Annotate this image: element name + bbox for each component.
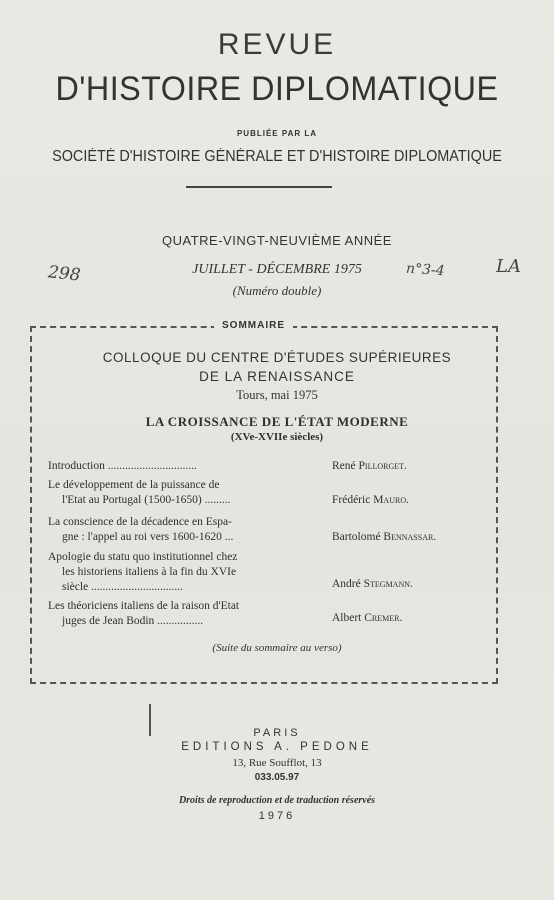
author-first-name: André <box>332 578 361 590</box>
author-last-name: Bennassar. <box>383 531 437 543</box>
toc-entry-1-line1: Introduction ............................... <box>48 460 197 472</box>
toc-entry-2-author <box>332 494 409 506</box>
toc-entry-3-line1: La conscience de la décadence en Espa- <box>48 516 232 528</box>
theme-title: LA CROISSANCE DE L'ÉTAT MODERNE <box>145 414 409 429</box>
society-name: SOCIÉTÉ D'HISTOIRE GÉNÉRALE ET D'HISTOIRE DIPLOMATIQUE <box>52 148 502 165</box>
toc-entry-5-author <box>332 612 402 624</box>
handwritten-note-left: 298 <box>47 262 82 286</box>
author-last-name: Pillorget. <box>358 460 407 472</box>
colloquium-line2: DE LA RENAISSANCE <box>199 369 355 384</box>
colloquium-line1: COLLOQUE DU CENTRE D'ÉTUDES SUPÉRIEURES <box>102 350 452 365</box>
toc-entry-4-line2: les historiens italiens à la fin du XVIe <box>62 566 237 578</box>
author-first-name: René <box>332 460 356 472</box>
author-last-name: Stegmann. <box>363 578 413 590</box>
toc-entry-4-author <box>332 578 413 590</box>
handwritten-note-right: LA <box>496 256 521 277</box>
author-last-name: Cremer. <box>364 612 403 624</box>
publisher-address: 13, Rue Soufflot, 13 <box>232 757 322 769</box>
journal-title-line2: D'HISTOIRE DIPLOMATIQUE <box>55 70 499 108</box>
published-by: PUBLIÉE PAR LA <box>236 129 318 138</box>
toc-entry-2-line2: l'Etat au Portugal (1500-1650) ......... <box>62 494 231 506</box>
rights-notice: Droits de reproduction et de traduction réservés <box>178 795 376 806</box>
toc-entry-3-author <box>332 531 436 543</box>
publisher-name: EDITIONS A. PEDONE <box>181 741 373 753</box>
handwritten-note-mid: n°3-4 <box>405 260 446 280</box>
toc-entry-2-line1: Le développement de la puissance de <box>48 479 220 491</box>
author-first-name: Albert <box>332 612 362 624</box>
volume-year: QUATRE-VINGT-NEUVIÈME ANNÉE <box>162 233 392 248</box>
contents-continued-note: (Suite du sommaire au verso) <box>212 642 342 654</box>
issue-note: (Numéro double) <box>232 283 322 298</box>
author-first-name: Frédéric <box>332 494 371 506</box>
header-rule <box>186 186 332 188</box>
toc-entry-5-line2: juges de Jean Bodin ................ <box>62 615 204 627</box>
publisher-city: PARIS <box>253 727 301 739</box>
issue-period: JUILLET - DÉCEMBRE 1975 <box>192 262 362 277</box>
publication-year: 1976 <box>258 810 296 822</box>
theme-subtitle: (XVe-XVIIe siècles) <box>230 431 324 443</box>
toc-entry-1-author <box>332 460 407 472</box>
publisher-phone: 033.05.97 <box>254 772 300 783</box>
colloquium-place-date: Tours, mai 1975 <box>236 388 318 402</box>
toc-entry-4-line3: siècle ................................ <box>62 581 184 593</box>
author-first-name: Bartolomé <box>332 531 381 543</box>
author-last-name: Mauro. <box>373 494 409 506</box>
toc-entry-5-line1: Les théoriciens italiens de la raison d'Etat <box>48 600 240 612</box>
contents-heading: SOMMAIRE <box>214 320 293 331</box>
toc-entry-3-line2: gne : l'appel au roi vers 1600-1620 ... <box>62 531 234 543</box>
toc-entry-4-line1: Apologie du statu quo institutionnel chez <box>48 551 238 563</box>
journal-title-line1: REVUE <box>217 28 337 61</box>
